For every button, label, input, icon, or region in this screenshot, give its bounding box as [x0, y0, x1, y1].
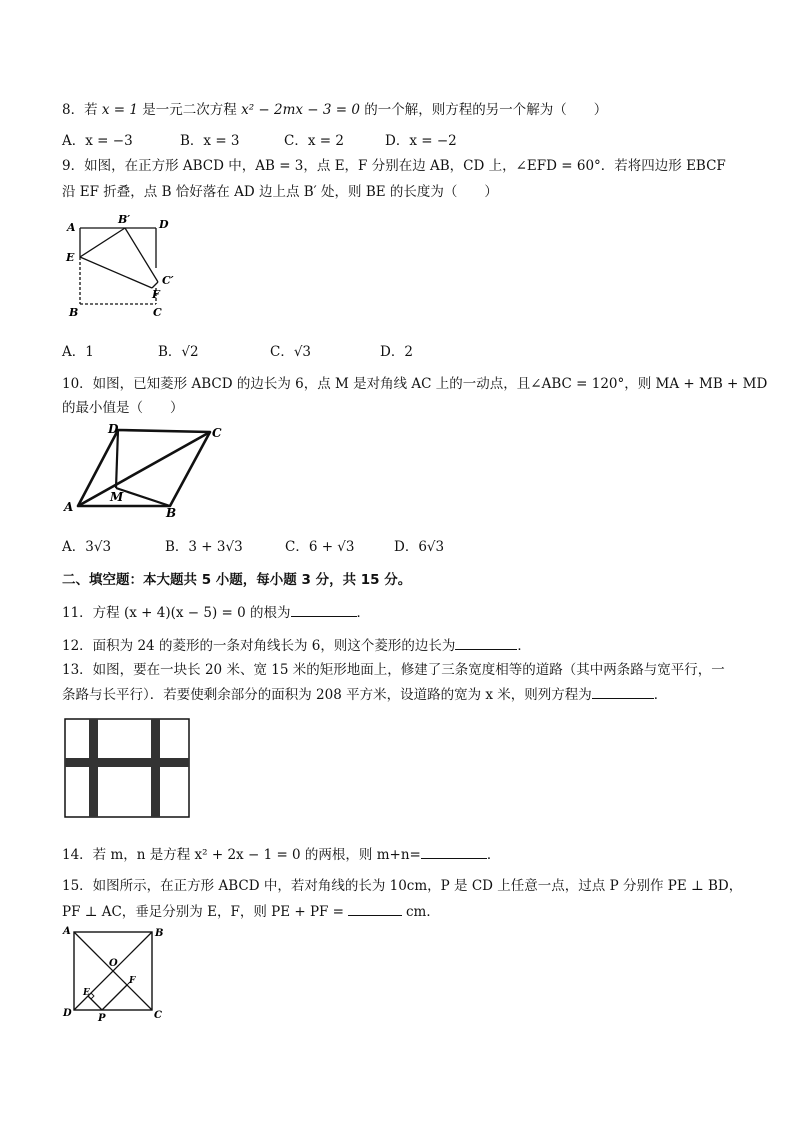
- q8-text-2: 是一元二次方程: [138, 102, 242, 118]
- q13-end: ．: [653, 687, 668, 703]
- q15-label-b: B: [155, 928, 164, 939]
- question-12: [62, 637, 531, 655]
- q10-option-a[interactable]: A．3√3: [62, 539, 112, 555]
- q15-label-e: E: [83, 988, 90, 998]
- q15-end: cm．: [406, 904, 440, 920]
- q14-text: 14．若 m，n 是方程 x² + 2x − 1 = 0 的两根，则 m+n=: [62, 847, 421, 863]
- q12-answer-blank[interactable]: [455, 637, 517, 650]
- q9-label-b-prime: B′: [118, 213, 131, 226]
- q14-end: ．: [486, 847, 501, 863]
- section-2-title: 二、填空题：本大题共 5 小题，每小题 3 分，共 15 分。: [62, 572, 412, 588]
- q8-number: 8．: [62, 102, 85, 118]
- q12-text: 12．面积为 24 的菱形的一条对角线长为 6，则这个菱形的边长为: [62, 638, 456, 654]
- q13-answer-blank[interactable]: [592, 686, 654, 699]
- q9-label-e: E: [66, 251, 75, 264]
- q12-end: ．: [517, 638, 531, 654]
- q10-option-c[interactable]: C．6 + √3: [285, 539, 355, 555]
- q9-label-f: F: [152, 288, 160, 301]
- q10-label-m: M: [110, 490, 124, 504]
- q13-figure-roads: [64, 718, 192, 820]
- q8-option-c[interactable]: C．x = 2: [284, 133, 344, 149]
- q9-line-2: 沿 EF 折叠，点 B 恰好落在 AD 边上点 B′ 处，则 BE 的长度为（ ）: [62, 184, 498, 200]
- q9-option-c[interactable]: C．√3: [270, 344, 312, 360]
- q8-text-3: 的一个解，则方程的另一个解为（ ）: [359, 102, 608, 118]
- q9-label-d: D: [159, 218, 169, 231]
- q10-label-b: B: [166, 506, 177, 520]
- q15-label-o: O: [109, 958, 118, 969]
- q14-answer-blank[interactable]: [421, 846, 487, 859]
- q8-option-b[interactable]: B．x = 3: [180, 133, 240, 149]
- q13-text: 条路与长平行）．若要使剩余部分的面积为 208 平方米，设道路的宽为 x 米，则列方程为: [62, 687, 592, 703]
- q15-label-f: F: [129, 976, 136, 986]
- q15-text: PF ⊥ AC，垂足分别为 E，F，则 PE + PF =: [62, 904, 344, 920]
- q8-formula-2: x² − 2mx − 3 = 0: [241, 102, 360, 118]
- q11-answer-blank[interactable]: [291, 604, 357, 617]
- q15-label-a: A: [63, 926, 71, 937]
- q8-option-d[interactable]: D．x = −2: [385, 133, 457, 149]
- q10-label-c: C: [212, 426, 222, 440]
- q9-label-b: B: [69, 306, 79, 319]
- q11-end: ．: [356, 605, 371, 621]
- q10-option-b[interactable]: B．3 + 3√3: [165, 539, 243, 555]
- q15-label-p: P: [98, 1013, 106, 1022]
- q15-label-c: C: [154, 1010, 162, 1021]
- q9-option-b[interactable]: B．√2: [158, 344, 199, 360]
- q15-line-2: [62, 903, 440, 921]
- q15-answer-blank[interactable]: [348, 903, 402, 916]
- question-11: [62, 604, 370, 622]
- q9-option-a[interactable]: A．1: [62, 344, 94, 360]
- q15-figure-square-diagonals: [62, 922, 172, 1022]
- q9-line-1: 9．如图，在正方形 ABCD 中，AB = 3，点 E，F 分别在边 AB，CD 上，∠EFD = 60°．若将四边形 EBCF: [62, 158, 726, 174]
- q9-label-c: C: [153, 306, 162, 319]
- q10-option-d[interactable]: D．6√3: [394, 539, 445, 555]
- q15-label-d: D: [63, 1008, 72, 1019]
- q8-option-a[interactable]: A．x = −3: [62, 133, 133, 149]
- q13-line-2: [62, 686, 667, 704]
- q10-figure-rhombus: [60, 420, 230, 520]
- q9-label-c-prime: C′: [162, 274, 174, 287]
- q10-line-1: 10．如图，已知菱形 ABCD 的边长为 6，点 M 是对角线 AC 上的一动点，且∠ABC = 120°，则 MA + MB + MD: [62, 376, 768, 392]
- q8-formula-1: x = 1: [101, 102, 138, 118]
- q15-line-1: 15．如图所示，在正方形 ABCD 中，若对角线的长为 10cm，P 是 CD 上任意一点，过点 P 分别作 PE ⊥ BD，: [62, 878, 743, 894]
- q10-label-a: A: [64, 500, 74, 514]
- question-8: [62, 101, 607, 119]
- q9-label-a: A: [67, 221, 76, 234]
- q9-figure-square-fold: [60, 212, 190, 322]
- q10-line-2: 的最小值是（ ）: [62, 400, 184, 416]
- q13-line-1: 13．如图，要在一块长 20 米、宽 15 米的矩形地面上，修建了三条宽度相等的道路（其中两条路与宽平行，一: [62, 662, 725, 678]
- q9-option-d[interactable]: D．2: [380, 344, 413, 360]
- question-14: [62, 846, 500, 864]
- q10-label-d: D: [108, 422, 119, 436]
- q11-text: 11．方程 (x + 4)(x − 5) = 0 的根为: [62, 605, 291, 621]
- q8-text-1: 若: [84, 102, 102, 118]
